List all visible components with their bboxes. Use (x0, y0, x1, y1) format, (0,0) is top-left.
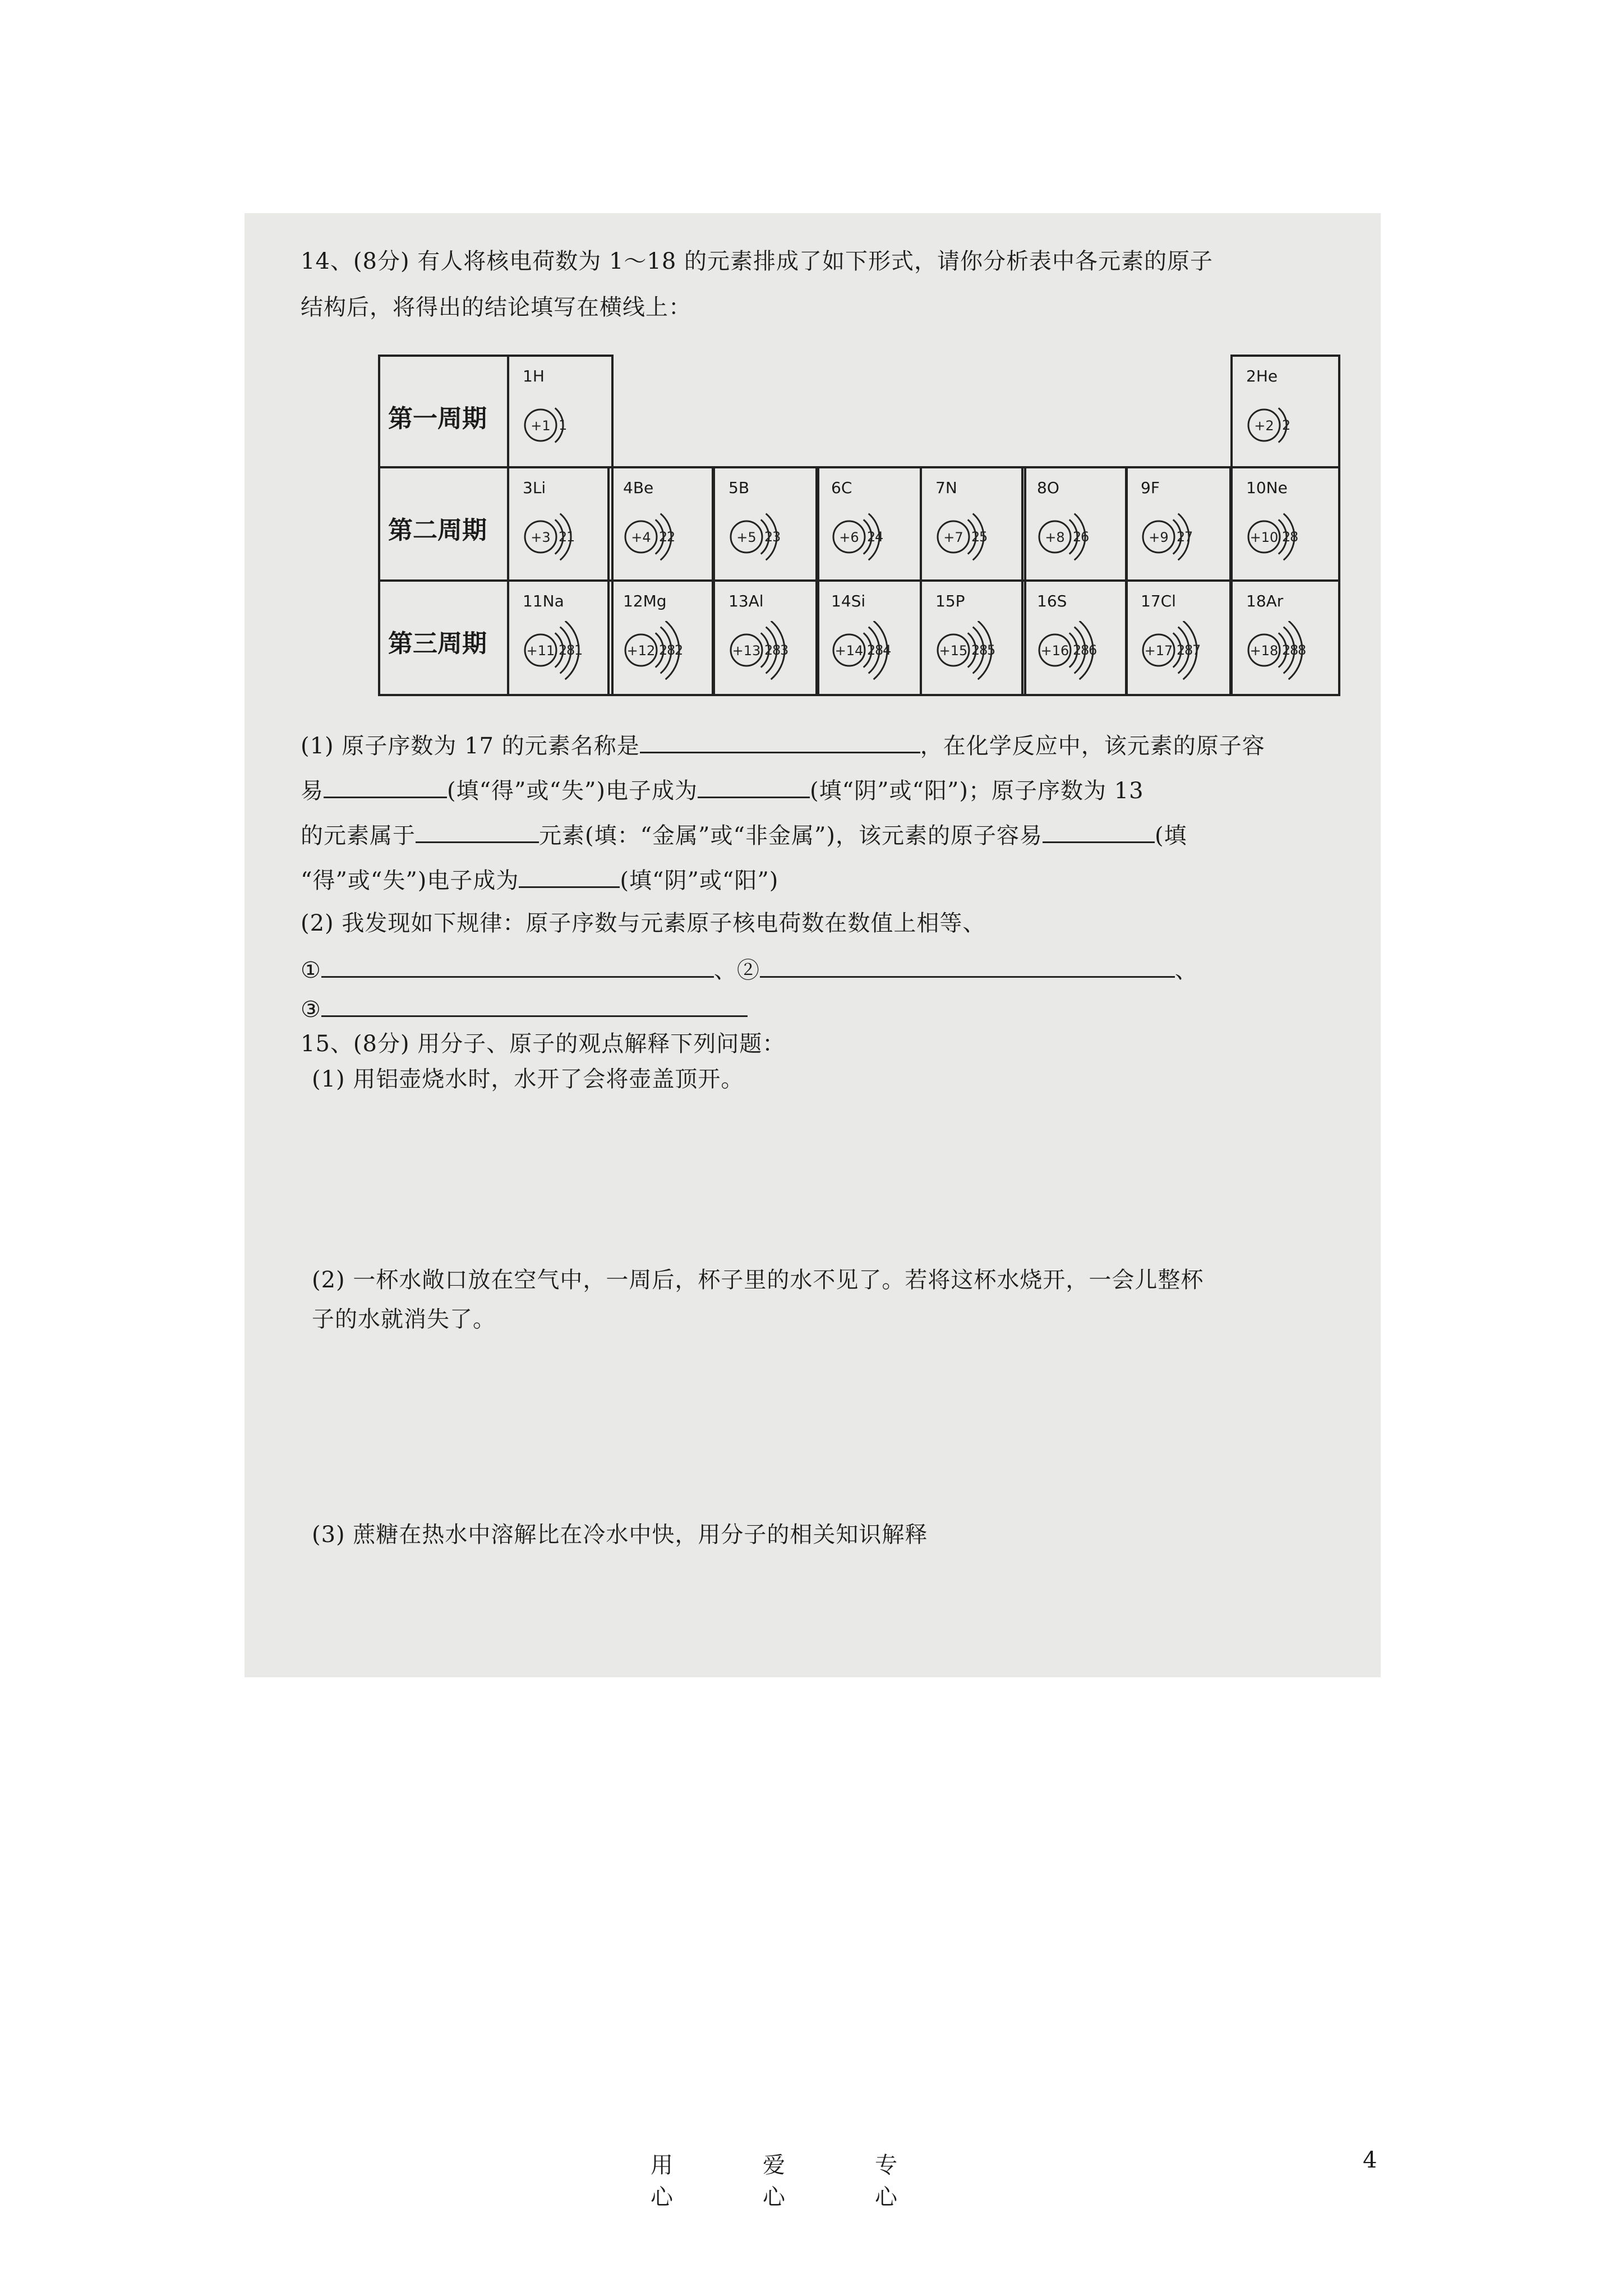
rule-separator: 、② (713, 958, 760, 983)
q15-sub2-line1: (2) 一杯水敞口放在空气中，一周后，杯子里的水不见了。若将这杯水烧开，一会儿整杯 (312, 1267, 1204, 1293)
element-symbol: 11Na (523, 592, 564, 610)
atom-structure-diagram (519, 621, 603, 683)
shell-electron-count: 2 (667, 529, 676, 545)
element-cell (815, 579, 922, 696)
period-label-2: 第二周期 (388, 516, 487, 545)
blank-gain-lose-2[interactable] (1043, 819, 1155, 843)
page-number: 4 (1363, 2147, 1377, 2173)
shell-electron-count: 2 (1177, 529, 1186, 545)
q14-sub1-f: 的元素属于 (301, 823, 416, 849)
atom-structure-diagram (932, 621, 1016, 683)
element-cell (1021, 579, 1128, 696)
shell-electron-count: 5 (979, 529, 988, 545)
shell-electron-count: 6 (1081, 529, 1090, 545)
element-cell (607, 466, 714, 582)
element-symbol: 15P (935, 592, 965, 610)
q14-sub1-j: (填“阴”或“阳”) (620, 868, 779, 894)
atom-structure-diagram (1243, 621, 1327, 683)
element-symbol: 9F (1141, 478, 1160, 497)
period-label-1: 第一周期 (388, 404, 487, 433)
element-symbol: 14Si (831, 592, 866, 610)
nucleus-charge: +7 (943, 530, 963, 545)
blank-metal-type[interactable] (416, 819, 539, 843)
element-cell (607, 579, 714, 696)
q14-sub1-line1 (301, 729, 1265, 761)
q14-sub1-c: 易 (301, 778, 324, 804)
q15-sub3: (3) 蔗糖在热水中溶解比在冷水中快，用分子的相关知识解释 (312, 1522, 928, 1548)
shell-electron-count: 1 (566, 529, 575, 545)
element-symbol: 3Li (523, 478, 546, 497)
shell-electron-count: 2 (764, 529, 773, 545)
footer-right: 专心 (875, 2152, 897, 2210)
element-cell (1230, 466, 1340, 582)
rule-marker-3: ③ (301, 997, 321, 1023)
element-symbol: 5B (728, 478, 750, 497)
q15-sub1: (1) 用铝壶烧水时，水开了会将壶盖顶开。 (312, 1066, 744, 1092)
element-symbol: 17Cl (1141, 592, 1176, 610)
element-cell (507, 355, 614, 468)
q14-sub2-text: (2) 我发现如下规律：原子序数与元素原子核电荷数在数值上相等、 (301, 910, 986, 936)
element-symbol: 10Ne (1246, 478, 1288, 497)
q15-sub2-line2: 子的水就消失了。 (312, 1306, 496, 1332)
shell-electron-count: 2 (764, 642, 773, 658)
q14-sub2-rules-line1 (301, 954, 1198, 985)
element-symbol: 2He (1246, 367, 1278, 385)
nucleus-charge: +16 (1040, 643, 1069, 659)
atom-structure-diagram (1034, 508, 1118, 569)
atom-structure-diagram (1034, 621, 1118, 683)
blank-element-name[interactable] (640, 729, 920, 753)
shell-electron-count: 2 (559, 529, 568, 545)
shell-electron-count: 1 (559, 417, 568, 433)
nucleus-charge: +8 (1045, 530, 1065, 545)
q14-sub1-e: (填“阴”或“阳”)；原子序数为 13 (810, 778, 1144, 804)
atom-structure-diagram (519, 508, 603, 569)
element-cell (920, 466, 1026, 582)
nucleus-charge: +4 (631, 530, 651, 545)
shell-electron-count: 8 (1184, 642, 1193, 658)
nucleus-charge: +5 (736, 530, 757, 545)
blank-ion-type-2[interactable] (519, 864, 620, 888)
shell-electron-count: 3 (772, 529, 781, 545)
period-label-cell-3 (378, 579, 509, 696)
q15-title: 15、(8分) 用分子、原子的观点解释下列问题： (301, 1031, 786, 1057)
shell-electron-count: 2 (1073, 642, 1082, 658)
shell-electron-count: 3 (780, 642, 789, 658)
element-symbol: 4Be (623, 478, 654, 497)
atom-structure-diagram (1137, 508, 1221, 569)
element-symbol: 6C (831, 478, 852, 497)
element-cell (1230, 579, 1340, 696)
element-cell (1125, 466, 1232, 582)
rule-marker-1: ① (301, 958, 321, 983)
shell-electron-count: 2 (971, 642, 980, 658)
shell-electron-count: 2 (1282, 642, 1291, 658)
period-label-cell-2 (378, 466, 509, 582)
element-symbol: 12Mg (623, 592, 667, 610)
shell-electron-count: 8 (1290, 642, 1299, 658)
rule-end: 、 (1174, 958, 1198, 983)
atom-structure-diagram (519, 396, 603, 458)
shell-electron-count: 4 (875, 529, 884, 545)
shell-electron-count: 8 (667, 642, 676, 658)
blank-rule-1[interactable] (321, 954, 714, 978)
shell-electron-count: 2 (971, 529, 980, 545)
shell-electron-count: 2 (659, 529, 668, 545)
shell-electron-count: 7 (1192, 642, 1201, 658)
element-symbol: 1H (523, 367, 545, 385)
q14-sub1-a: (1) 原子序数为 17 的元素名称是 (301, 733, 640, 759)
footer-middle: 爱心 (763, 2152, 785, 2210)
atom-structure-diagram (828, 621, 912, 683)
atom-structure-diagram (725, 621, 809, 683)
nucleus-charge: +9 (1149, 530, 1169, 545)
element-cell (920, 579, 1026, 696)
blank-ion-type-1[interactable] (698, 774, 810, 798)
q14-sub1-b: ，在化学反应中，该元素的原子容 (920, 733, 1265, 759)
periodic-table (378, 355, 1340, 696)
atom-structure-diagram (1137, 621, 1221, 683)
blank-rule-2[interactable] (760, 954, 1175, 978)
shell-electron-count: 2 (867, 642, 876, 658)
shell-electron-count: 2 (1282, 417, 1291, 433)
shell-electron-count: 8 (1290, 529, 1299, 545)
shell-electron-count: 2 (675, 642, 684, 658)
element-symbol: 18Ar (1246, 592, 1284, 610)
q14-sub1-g: 元素(填：“金属”或“非金属”)，该元素的原子容易 (539, 823, 1043, 849)
element-symbol: 8O (1037, 478, 1059, 497)
q14-sub1-line4 (301, 864, 778, 895)
q14-sub2-rules-line2 (301, 993, 748, 1024)
period-label-3: 第三周期 (388, 629, 487, 658)
q14-sub1-i: “得”或“失”)电子成为 (301, 868, 519, 894)
shell-electron-count: 8 (1081, 642, 1090, 658)
atom-structure-diagram (1243, 396, 1327, 458)
shell-electron-count: 8 (979, 642, 988, 658)
shell-electron-count: 4 (883, 642, 892, 658)
blank-rule-3[interactable] (321, 993, 748, 1017)
nucleus-charge: +3 (531, 530, 551, 545)
atom-structure-diagram (620, 621, 704, 683)
atom-structure-diagram (1243, 508, 1327, 569)
shell-electron-count: 1 (574, 642, 583, 658)
q14-sub1-h: (填 (1155, 823, 1187, 849)
atom-structure-diagram (620, 508, 704, 569)
element-cell (1230, 355, 1340, 468)
period-label-cell-1 (378, 355, 509, 468)
element-symbol: 13Al (728, 592, 764, 610)
element-symbol: 16S (1037, 592, 1067, 610)
shell-electron-count: 8 (566, 642, 575, 658)
element-cell (713, 466, 819, 582)
shell-electron-count: 7 (1184, 529, 1193, 545)
q14-sub1-d: (填“得”或“失”)电子成为 (447, 778, 698, 804)
shell-electron-count: 2 (1282, 529, 1291, 545)
shell-electron-count: 6 (1089, 642, 1098, 658)
nucleus-charge: +17 (1144, 643, 1173, 659)
q14-sub1-line2 (301, 774, 1144, 806)
element-cell (815, 466, 922, 582)
nucleus-charge: +18 (1249, 643, 1279, 659)
element-symbol: 7N (935, 478, 957, 497)
element-cell (1125, 579, 1232, 696)
shell-electron-count: 2 (659, 642, 668, 658)
q14-line1: 14、(8分) 有人将核电荷数为 1～18 的元素排成了如下形式，请你分析表中各元素的原子 (301, 249, 1214, 274)
shell-electron-count: 5 (987, 642, 996, 658)
nucleus-charge: +11 (526, 643, 555, 659)
atom-structure-diagram (932, 508, 1016, 569)
shell-electron-count: 8 (875, 642, 884, 658)
element-cell (507, 579, 614, 696)
shell-electron-count: 2 (867, 529, 876, 545)
nucleus-charge: +13 (732, 643, 761, 659)
atom-structure-diagram (828, 508, 912, 569)
nucleus-charge: +2 (1254, 418, 1274, 434)
q14-sub1-line3 (301, 819, 1187, 850)
element-cell (713, 579, 819, 696)
blank-gain-lose-1[interactable] (324, 774, 447, 798)
nucleus-charge: +10 (1249, 530, 1279, 545)
nucleus-charge: +12 (626, 643, 656, 659)
shell-electron-count: 8 (772, 642, 781, 658)
nucleus-charge: +6 (839, 530, 859, 545)
nucleus-charge: +14 (834, 643, 864, 659)
element-cell (507, 466, 614, 582)
footer-left: 用心 (651, 2152, 673, 2210)
shell-electron-count: 8 (1298, 642, 1307, 658)
atom-structure-diagram (725, 508, 809, 569)
shell-electron-count: 2 (559, 642, 568, 658)
nucleus-charge: +1 (531, 418, 551, 434)
shell-electron-count: 2 (1073, 529, 1082, 545)
nucleus-charge: +15 (939, 643, 968, 659)
element-cell (1021, 466, 1128, 582)
shell-electron-count: 2 (1177, 642, 1186, 658)
scanned-page (245, 213, 1381, 1677)
q14-line2: 结构后，将得出的结论填写在横线上： (301, 295, 691, 320)
